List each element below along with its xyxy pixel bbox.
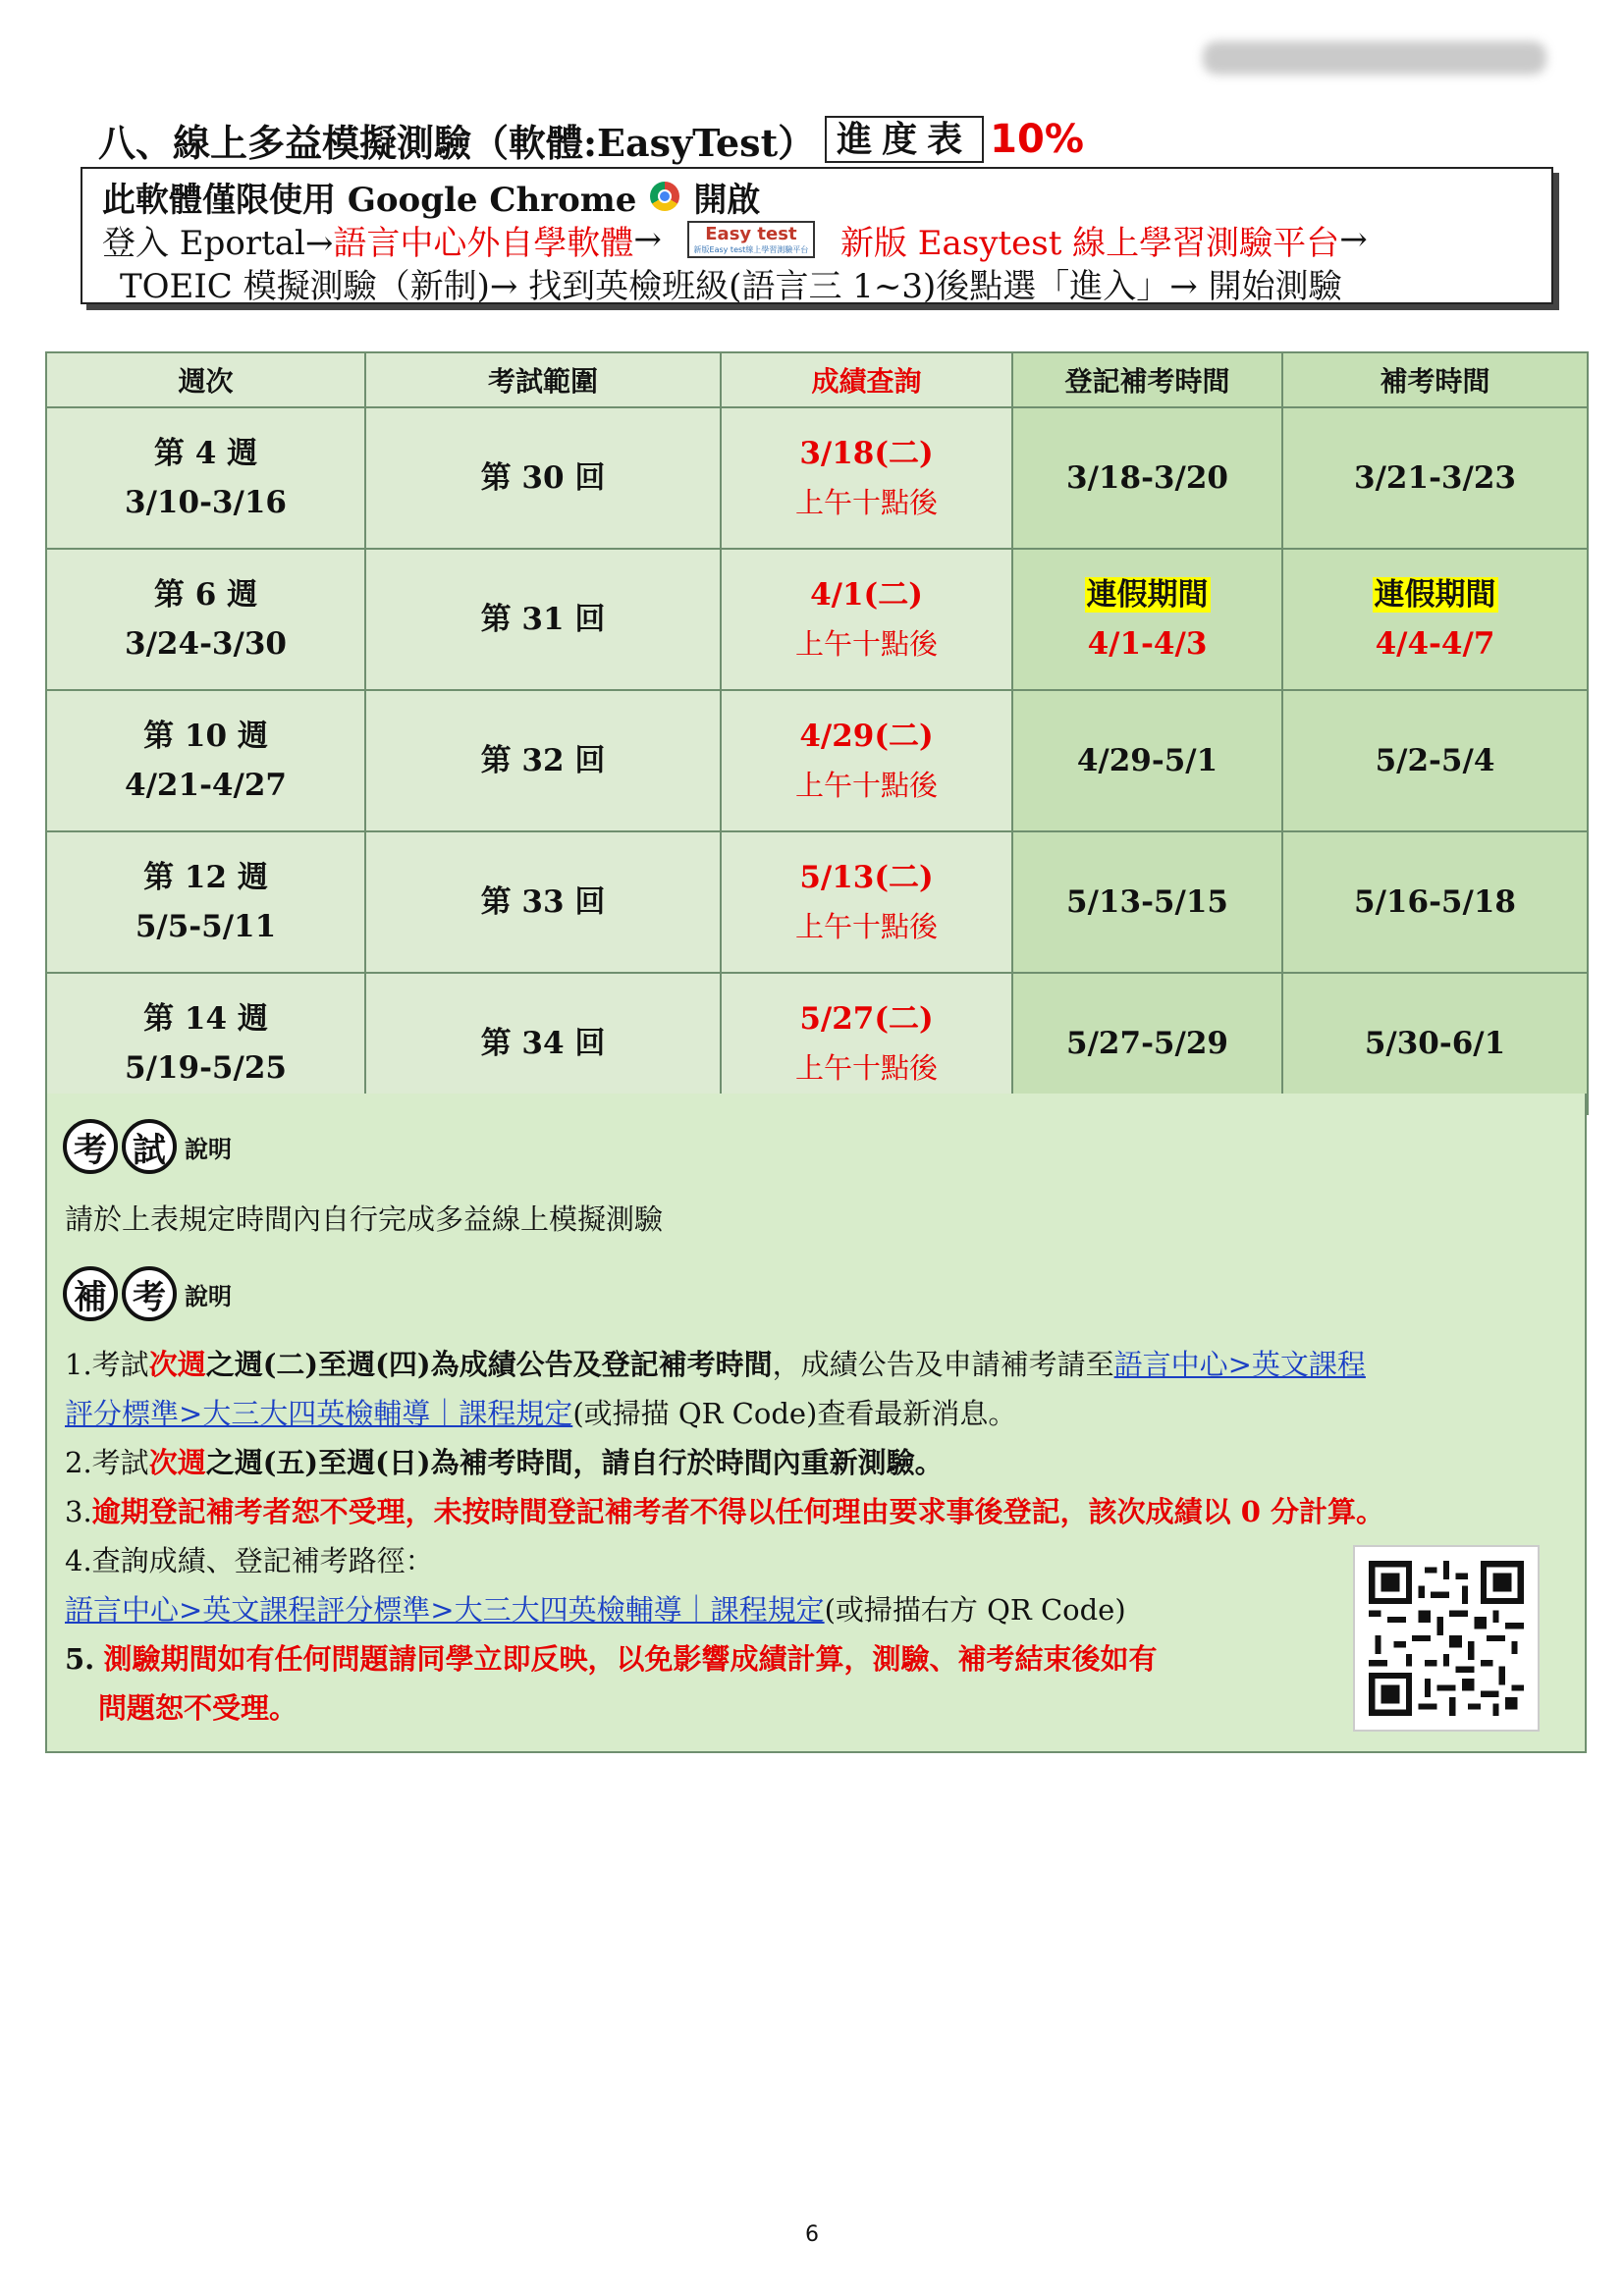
- open-text: 開啟: [693, 180, 761, 220]
- header-makeup-time: 補考時間: [1282, 352, 1588, 407]
- circled-char: 考: [63, 1119, 118, 1174]
- makeup-notes-heading: 補 考 說明: [63, 1266, 232, 1321]
- easytest-platform-text: 新版 Easytest 線上學習測驗平台: [839, 223, 1340, 263]
- section-title-text: 八、線上多益模擬測驗（軟體:EasyTest）: [98, 120, 816, 165]
- holiday-badge: 連假期間: [1374, 577, 1496, 613]
- notes-panel: [45, 1094, 1587, 1753]
- note-item-3: 3.逾期登記補考者恕不受理，未按時間登記補考者不得以任何理由要求事後登記，該次成績以 0 分計算。: [65, 1495, 1385, 1528]
- makeup-registration-cell: 5/13-5/15: [1012, 831, 1282, 973]
- makeup-time-cell: 5/30-6/1: [1282, 973, 1588, 1114]
- course-rules-link[interactable]: 語言中心>英文課程: [1113, 1348, 1366, 1381]
- note-item-4-path: 語言中心>英文課程評分標準>大三大四英檢輔導｜課程規定(或掃描右方 QR Code): [65, 1593, 1126, 1627]
- note-item-1: 1.考試次週之週(二)至週(四)為成績公告及登記補考時間，成績公告及申請補考請至語言中心>英文課程: [65, 1348, 1366, 1381]
- exam-range-cell: 第 34 回: [365, 973, 721, 1114]
- score-query-cell: 5/13(二) 上午十點後: [721, 831, 1012, 973]
- makeup-registration-cell: 4/29-5/1: [1012, 690, 1282, 831]
- week-cell: 第 14 週 5/19-5/25: [46, 973, 365, 1114]
- exam-notes-text: 請於上表規定時間內自行完成多益線上模擬測驗: [65, 1202, 664, 1236]
- table-row: [46, 690, 1588, 831]
- week-cell: 第 4 週 3/10-3/16: [46, 407, 365, 549]
- self-study-software-text: 語言中心外自學軟體: [333, 223, 634, 263]
- note-item-2: 2.考試次週之週(五)至週(日)為補考時間，請自行於時間內重新測驗。: [65, 1446, 944, 1479]
- login-eportal-text: 登入 Eportal→: [102, 223, 334, 263]
- easytest-logo: Easy test 新版Easy test線上學習測驗平台: [687, 221, 815, 258]
- instructions-box: [81, 167, 1553, 304]
- instructions-line-1: [102, 175, 1551, 218]
- exam-range-cell: 第 30 回: [365, 407, 721, 549]
- table-row: [46, 831, 1588, 973]
- qr-code-pattern: [1369, 1561, 1524, 1716]
- exam-range-cell: 第 31 回: [365, 549, 721, 690]
- course-rules-link[interactable]: 語言中心>英文課程評分標準>大三大四英檢輔導｜課程規定: [65, 1593, 825, 1627]
- header-makeup-registration: 登記補考時間: [1012, 352, 1282, 407]
- makeup-registration-cell: 連假期間 4/1-4/3: [1012, 549, 1282, 690]
- note-item-4: 4.查詢成績、登記補考路徑：: [65, 1544, 434, 1577]
- makeup-time-cell: 5/16-5/18: [1282, 831, 1588, 973]
- note-item-1-cont: 評分標準>大三大四英檢輔導｜課程規定(或掃描 QR Code)查看最新消息。: [65, 1397, 1017, 1430]
- arrow: →: [633, 220, 662, 259]
- arrow: →: [1339, 220, 1368, 259]
- page-number: 6: [805, 2222, 819, 2247]
- note-item-5-cont: 問題恕不受理。: [98, 1691, 298, 1725]
- score-query-cell: 4/29(二) 上午十點後: [721, 690, 1012, 831]
- exam-notes-heading: 考 試 說明: [63, 1119, 232, 1174]
- makeup-time-cell: 連假期間 4/4-4/7: [1282, 549, 1588, 690]
- exam-range-cell: 第 32 回: [365, 690, 721, 831]
- chrome-only-text: 此軟體僅限使用 Google Chrome: [102, 180, 637, 220]
- circled-char: 考: [122, 1266, 177, 1321]
- makeup-registration-cell: 3/18-3/20: [1012, 407, 1282, 549]
- note-item-5: 5. 測驗期間如有任何問題請同學立即反映，以免影響成績計算，測驗、補考結束後如有: [65, 1642, 1158, 1676]
- exam-range-cell: 第 33 回: [365, 831, 721, 973]
- instructions-line-2: [102, 218, 1551, 261]
- qr-code[interactable]: [1353, 1545, 1540, 1732]
- makeup-time-cell: 3/21-3/23: [1282, 407, 1588, 549]
- holiday-badge: 連假期間: [1086, 577, 1209, 613]
- table-row: [46, 407, 1588, 549]
- circled-char: 補: [63, 1266, 118, 1321]
- table-row: [46, 549, 1588, 690]
- course-rules-link[interactable]: 評分標準>大三大四英檢輔導｜課程規定: [65, 1397, 573, 1430]
- header-exam-range: 考試範圍: [365, 352, 721, 407]
- week-cell: 第 6 週 3/24-3/30: [46, 549, 365, 690]
- table-header-row: [46, 352, 1588, 407]
- score-query-cell: 4/1(二) 上午十點後: [721, 549, 1012, 690]
- makeup-time-cell: 5/2-5/4: [1282, 690, 1588, 831]
- week-cell: 第 12 週 5/5-5/11: [46, 831, 365, 973]
- score-query-cell: 3/18(二) 上午十點後: [721, 407, 1012, 549]
- week-cell: 第 10 週 4/21-4/27: [46, 690, 365, 831]
- header-week: 週次: [46, 352, 365, 407]
- section-title: [98, 113, 1084, 166]
- progress-percent: 10%: [990, 117, 1084, 162]
- instructions-line-3: TOEIC 模擬測驗（新制)→ 找到英檢班級(語言三 1~3)後點選「進入」→ 開始測驗: [120, 266, 1342, 306]
- exam-schedule-table: [45, 351, 1589, 1115]
- chrome-icon: [650, 182, 679, 211]
- makeup-registration-cell: 5/27-5/29: [1012, 973, 1282, 1114]
- score-query-cell: 5/27(二) 上午十點後: [721, 973, 1012, 1114]
- circled-char: 試: [122, 1119, 177, 1174]
- blurred-course-header: [1203, 41, 1546, 75]
- progress-label: 進度表: [825, 116, 984, 163]
- header-score-query: 成績查詢: [721, 352, 1012, 407]
